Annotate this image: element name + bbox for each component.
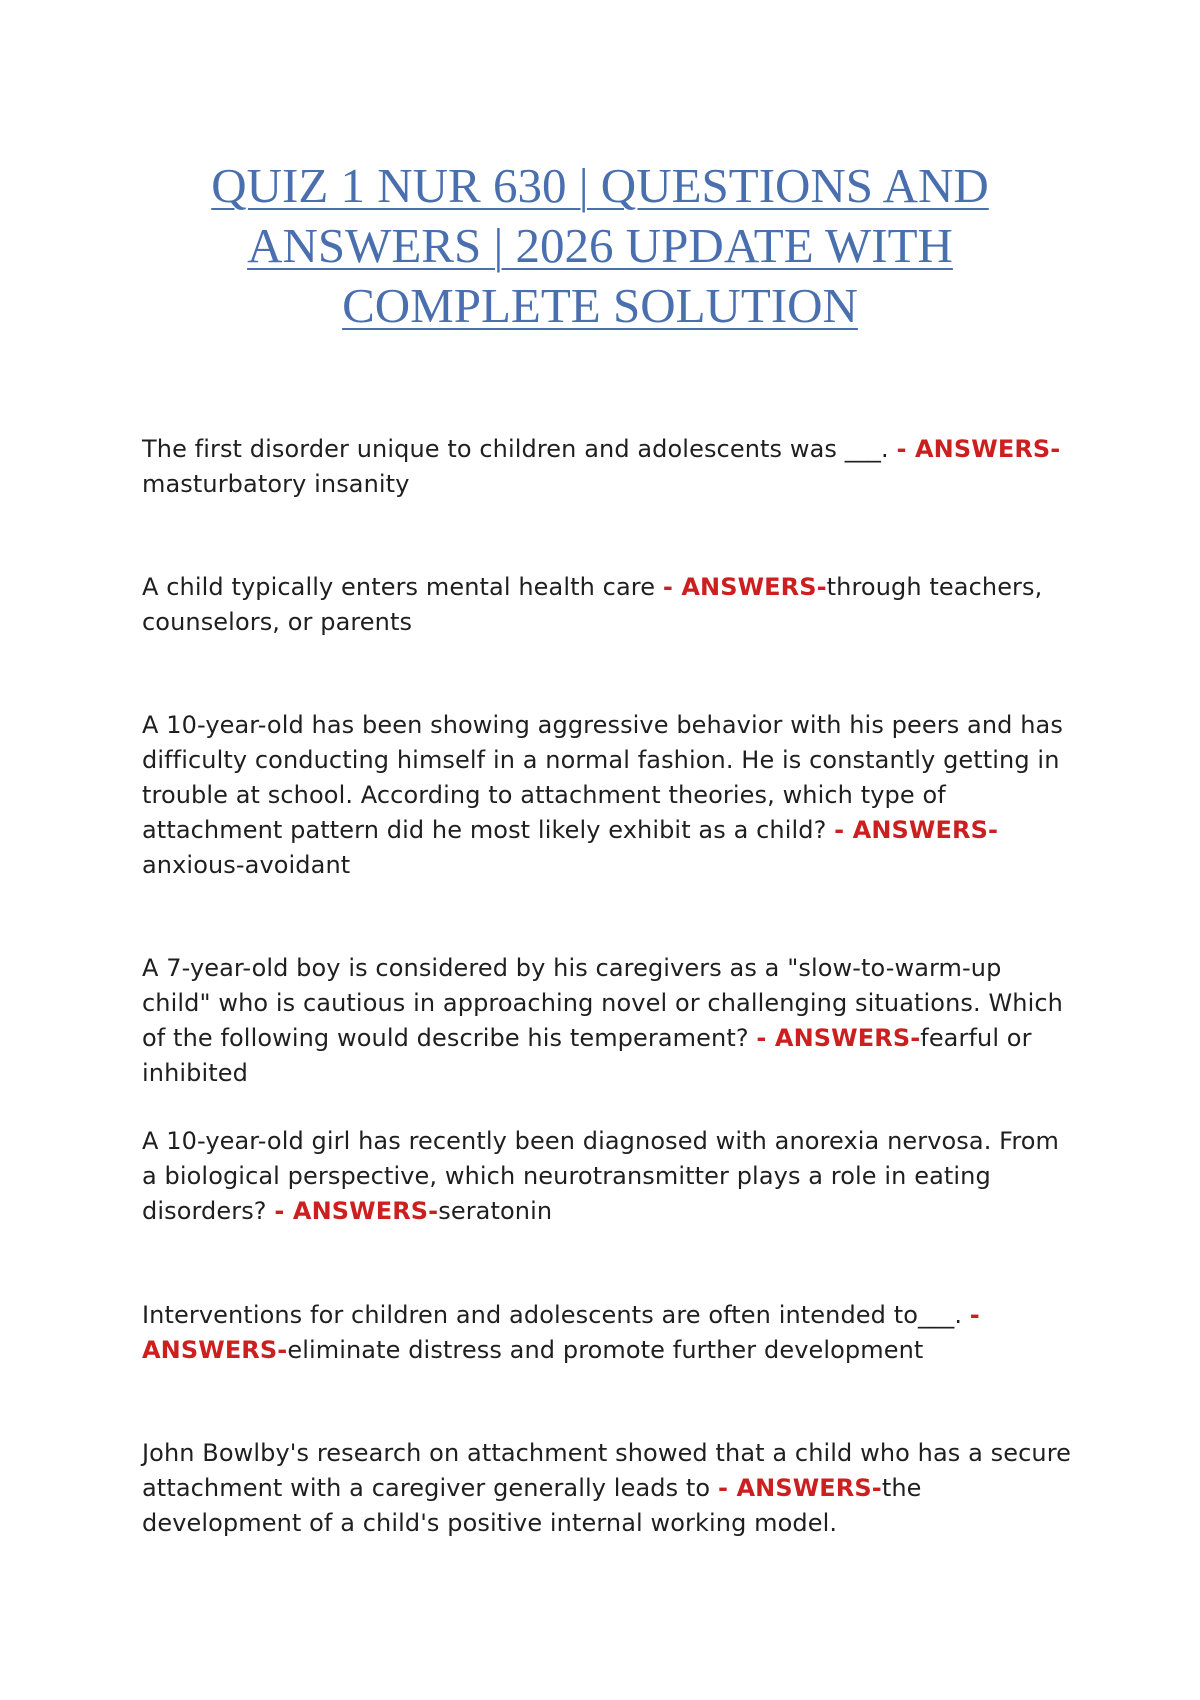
answer-text: anxious-avoidant bbox=[142, 851, 351, 879]
qa-item bbox=[142, 1124, 1072, 1229]
qa-item bbox=[142, 1298, 1072, 1368]
question-text: A 10-year-old has been showing aggressive behavior with his peers and has difficulty conducting himself in a normal fashion. He is constantly getting in trouble at school. According to attachment theories, which type of attachment pattern did he most likely exhibit as a child? bbox=[142, 711, 1063, 844]
question-text: A 10-year-old girl has recently been diagnosed with anorexia nervosa. From a biological perspective, which neurotransmitter plays a role in eating disorders? bbox=[142, 1127, 1060, 1225]
answer-marker: - ANSWERS- bbox=[274, 1197, 439, 1225]
answer-marker: - ANSWERS- bbox=[756, 1024, 921, 1052]
answer-text: the development of a child's positive internal working model. bbox=[142, 1474, 922, 1537]
answer-marker: - ANSWERS- bbox=[834, 816, 999, 844]
answer-text: seratonin bbox=[438, 1197, 553, 1225]
answer-text: fearful or inhibited bbox=[142, 1024, 1032, 1087]
question-text: John Bowlby's research on attachment showed that a child who has a secure attachment with a caregiver generally leads to bbox=[142, 1439, 1072, 1502]
question-text: Interventions for children and adolescents are often intended to___. bbox=[142, 1301, 970, 1329]
qa-item bbox=[142, 951, 1072, 1091]
answer-marker: - ANSWERS- bbox=[142, 1301, 980, 1364]
answer-marker: - ANSWERS- bbox=[717, 1474, 882, 1502]
question-text: The first disorder unique to children and adolescents was ___. bbox=[142, 435, 897, 463]
qa-item bbox=[142, 570, 1072, 640]
qa-item bbox=[142, 708, 1072, 883]
answer-text: masturbatory insanity bbox=[142, 470, 410, 498]
answer-text: eliminate distress and promote further development bbox=[287, 1336, 924, 1364]
answer-text: through teachers, counselors, or parents bbox=[142, 573, 1043, 636]
answer-marker: - ANSWERS- bbox=[662, 573, 827, 601]
question-text: A child typically enters mental health care bbox=[142, 573, 663, 601]
answer-marker: - ANSWERS- bbox=[896, 435, 1061, 463]
qa-item bbox=[142, 1436, 1072, 1541]
page-title: QUIZ 1 NUR 630 | QUESTIONS AND ANSWERS | 2026 UPDATE WITH COMPLETE SOLUTION bbox=[211, 158, 989, 333]
qa-item bbox=[142, 432, 1072, 502]
question-text: A 7-year-old boy is considered by his caregivers as a "slow-to-warm-up child" who is cautious in approaching novel or challenging situations. Which of the following would describe his temperament? bbox=[142, 954, 1063, 1052]
